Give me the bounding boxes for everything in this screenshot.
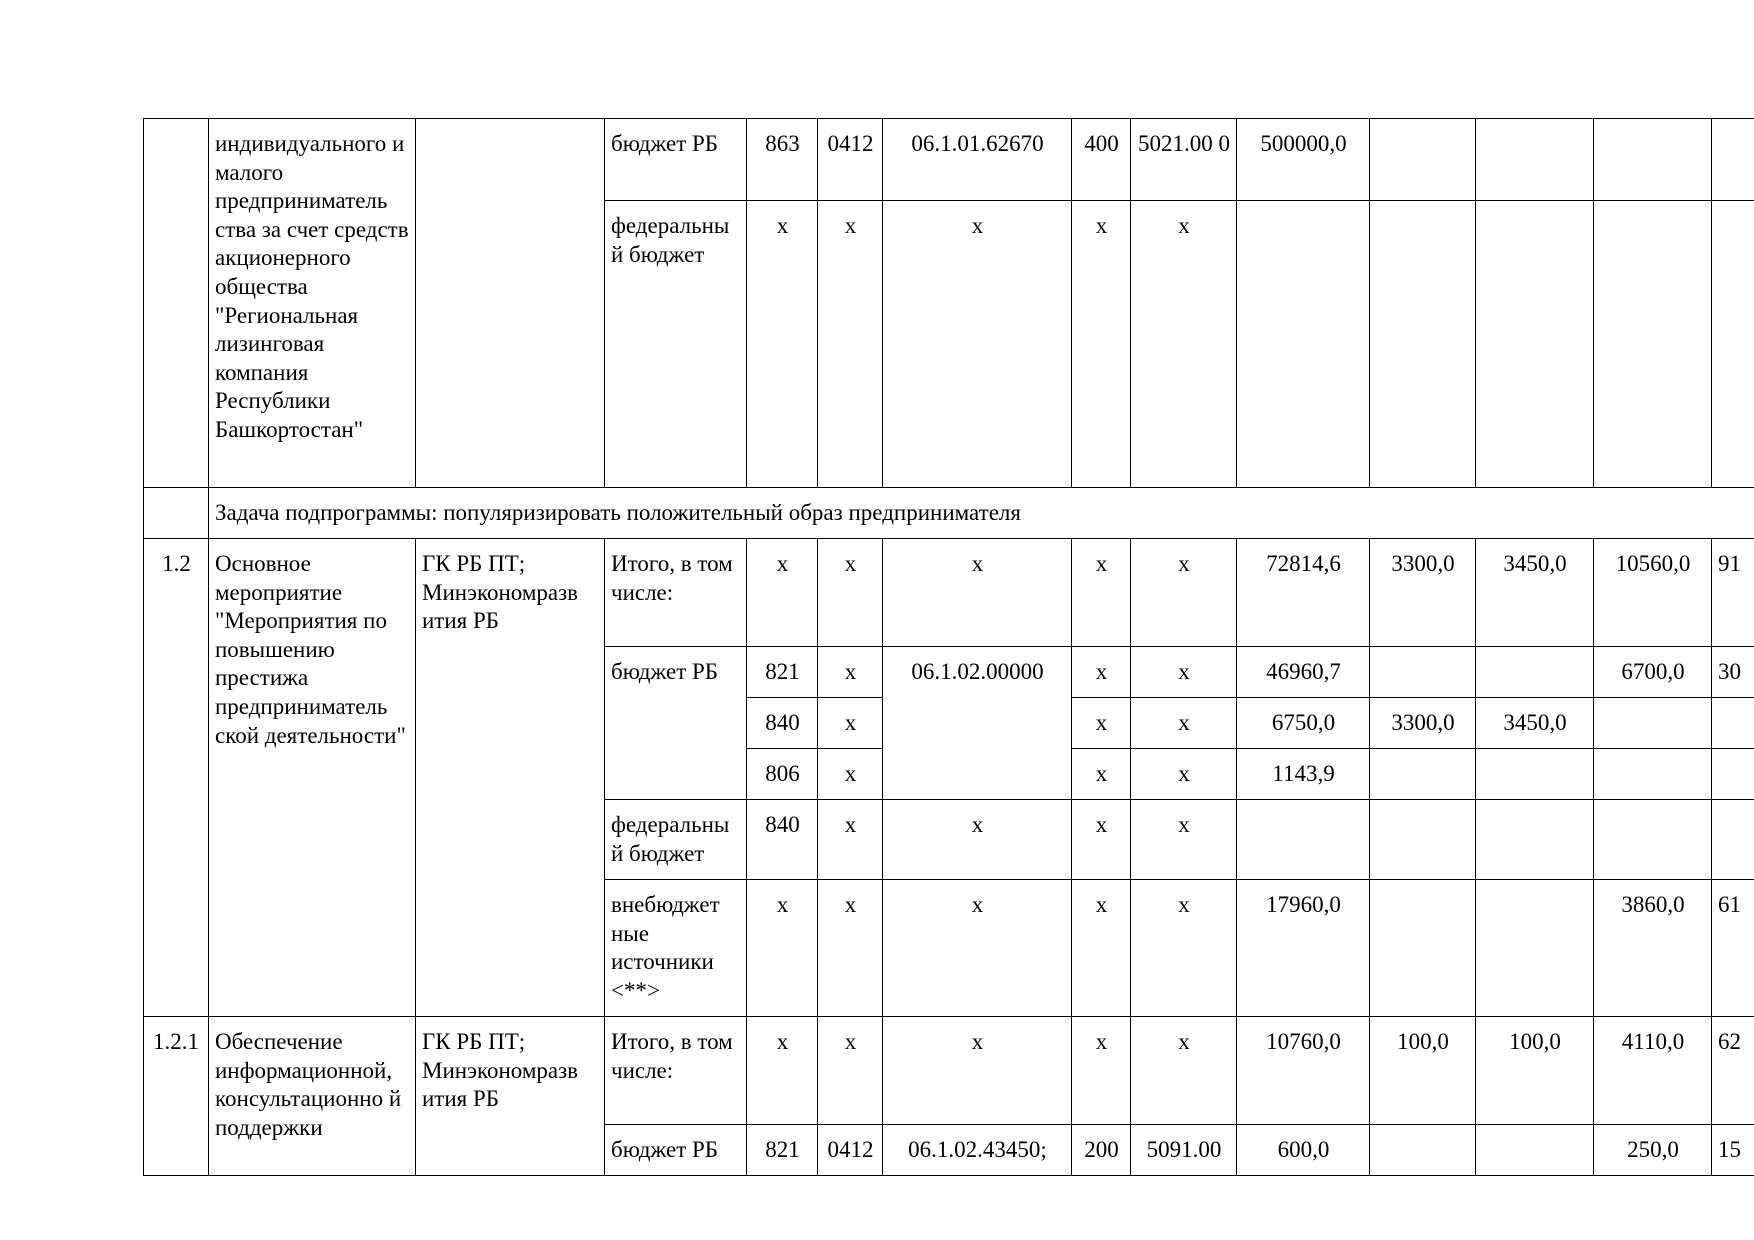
year-cell (1594, 749, 1712, 800)
year-cell (1594, 698, 1712, 749)
total-cell: 72814,6 (1237, 539, 1370, 647)
year-cell: 61 (1712, 880, 1754, 1017)
csr-cell: x (883, 539, 1072, 647)
kosgu-cell: 5021.00 0 (1131, 119, 1237, 201)
funding-source-cell: бюджет РБ (605, 119, 747, 201)
total-cell: 6750,0 (1237, 698, 1370, 749)
kosgu-cell: x (1131, 749, 1237, 800)
year-cell (1370, 749, 1476, 800)
kosgu-cell: x (1131, 647, 1237, 698)
table-row (144, 119, 1754, 201)
rzpr-cell: 0412 (818, 119, 883, 201)
total-cell: 46960,7 (1237, 647, 1370, 698)
funding-source-cell: Итого, в том числе: (605, 539, 747, 647)
executor-cell (416, 119, 605, 488)
year-cell: 62 (1712, 1017, 1754, 1125)
row-number-cell: 1.2.1 (144, 1017, 209, 1176)
kosgu-cell: x (1131, 539, 1237, 647)
vr-cell: x (1072, 698, 1131, 749)
year-cell (1370, 800, 1476, 880)
year-cell: 6700,0 (1594, 647, 1712, 698)
executor-cell: ГК РБ ПТ; Минэкономразв ития РБ (416, 539, 605, 1017)
rzpr-cell: x (818, 647, 883, 698)
vr-cell: x (1072, 800, 1131, 880)
year-cell (1476, 201, 1594, 488)
total-cell: 500000,0 (1237, 119, 1370, 201)
total-cell: 10760,0 (1237, 1017, 1370, 1125)
rzpr-cell: x (818, 539, 883, 647)
funding-source-cell: бюджет РБ (605, 1125, 747, 1176)
csr-cell: x (883, 880, 1072, 1017)
csr-cell: 06.1.02.43450; (883, 1125, 1072, 1176)
table-row (144, 539, 1754, 647)
vr-cell: 400 (1072, 119, 1131, 201)
funding-source-cell: федеральны й бюджет (605, 201, 747, 488)
total-cell: 17960,0 (1237, 880, 1370, 1017)
vr-cell: x (1072, 749, 1131, 800)
table-row (144, 1017, 1754, 1125)
grbs-cell: 821 (747, 1125, 818, 1176)
rzpr-cell: 0412 (818, 1125, 883, 1176)
measure-name-cell: Обеспечение информационной, консультационно й поддержки (209, 1017, 416, 1176)
year-cell: 100,0 (1476, 1017, 1594, 1125)
year-cell: 3300,0 (1370, 698, 1476, 749)
year-cell: 91 (1712, 539, 1754, 647)
year-cell (1712, 749, 1754, 800)
kosgu-cell: x (1131, 1017, 1237, 1125)
grbs-cell: 806 (747, 749, 818, 800)
funding-source-cell: бюджет РБ (605, 647, 747, 800)
grbs-cell: x (747, 539, 818, 647)
grbs-cell: x (747, 880, 818, 1017)
row-number-cell (144, 488, 209, 539)
csr-cell: x (883, 201, 1072, 488)
grbs-cell: 821 (747, 647, 818, 698)
year-cell (1712, 698, 1754, 749)
funding-source-cell: Итого, в том числе: (605, 1017, 747, 1125)
budget-table (143, 118, 1754, 1176)
year-cell: 3450,0 (1476, 698, 1594, 749)
year-cell: 4110,0 (1594, 1017, 1712, 1125)
year-cell (1370, 880, 1476, 1017)
total-cell (1237, 201, 1370, 488)
subprogram-task-text: Задача подпрограммы: популяризировать положительный образ предпринимателя (209, 488, 1754, 539)
csr-cell: x (883, 1017, 1072, 1125)
year-cell: 15 (1712, 1125, 1754, 1176)
year-cell (1712, 201, 1754, 488)
year-cell (1370, 119, 1476, 201)
year-cell (1476, 749, 1594, 800)
rzpr-cell: x (818, 201, 883, 488)
year-cell (1476, 119, 1594, 201)
csr-cell: 06.1.01.62670 (883, 119, 1072, 201)
year-cell (1594, 201, 1712, 488)
vr-cell: x (1072, 201, 1131, 488)
vr-cell: x (1072, 880, 1131, 1017)
year-cell (1476, 800, 1594, 880)
row-number-cell (144, 119, 209, 488)
rzpr-cell: x (818, 800, 883, 880)
csr-cell: 06.1.02.00000 (883, 647, 1072, 800)
executor-cell: ГК РБ ПТ; Минэкономразв ития РБ (416, 1017, 605, 1176)
grbs-cell: x (747, 1017, 818, 1125)
year-cell (1712, 119, 1754, 201)
grbs-cell: 863 (747, 119, 818, 201)
year-cell (1476, 880, 1594, 1017)
year-cell (1476, 647, 1594, 698)
total-cell: 600,0 (1237, 1125, 1370, 1176)
year-cell (1594, 119, 1712, 201)
year-cell (1370, 201, 1476, 488)
kosgu-cell: x (1131, 880, 1237, 1017)
vr-cell: x (1072, 539, 1131, 647)
row-number-cell: 1.2 (144, 539, 209, 1017)
funding-source-cell: внебюджет ные источники <**> (605, 880, 747, 1017)
total-cell: 1143,9 (1237, 749, 1370, 800)
vr-cell: x (1072, 647, 1131, 698)
year-cell: 30 (1712, 647, 1754, 698)
year-cell: 10560,0 (1594, 539, 1712, 647)
year-cell: 3450,0 (1476, 539, 1594, 647)
year-cell: 3300,0 (1370, 539, 1476, 647)
year-cell (1712, 800, 1754, 880)
measure-name-cell: индивидуального и малого предприниматель ства за счет средств акционерного общества "Региональная лизинговая компания Республики Башкортостан" (209, 119, 416, 488)
year-cell: 250,0 (1594, 1125, 1712, 1176)
csr-cell: x (883, 800, 1072, 880)
total-cell (1237, 800, 1370, 880)
grbs-cell: x (747, 201, 818, 488)
kosgu-cell: x (1131, 698, 1237, 749)
kosgu-cell: x (1131, 800, 1237, 880)
funding-source-cell: федеральны й бюджет (605, 800, 747, 880)
year-cell: 100,0 (1370, 1017, 1476, 1125)
year-cell (1594, 800, 1712, 880)
kosgu-cell: 5091.00 (1131, 1125, 1237, 1176)
grbs-cell: 840 (747, 800, 818, 880)
year-cell (1476, 1125, 1594, 1176)
rzpr-cell: x (818, 749, 883, 800)
vr-cell: x (1072, 1017, 1131, 1125)
year-cell: 3860,0 (1594, 880, 1712, 1017)
kosgu-cell: x (1131, 201, 1237, 488)
vr-cell: 200 (1072, 1125, 1131, 1176)
rzpr-cell: x (818, 698, 883, 749)
task-row (144, 488, 1754, 539)
measure-name-cell: Основное мероприятие "Мероприятия по повышению престижа предприниматель ской деятельности" (209, 539, 416, 1017)
year-cell (1370, 647, 1476, 698)
grbs-cell: 840 (747, 698, 818, 749)
rzpr-cell: x (818, 880, 883, 1017)
rzpr-cell: x (818, 1017, 883, 1125)
year-cell (1370, 1125, 1476, 1176)
